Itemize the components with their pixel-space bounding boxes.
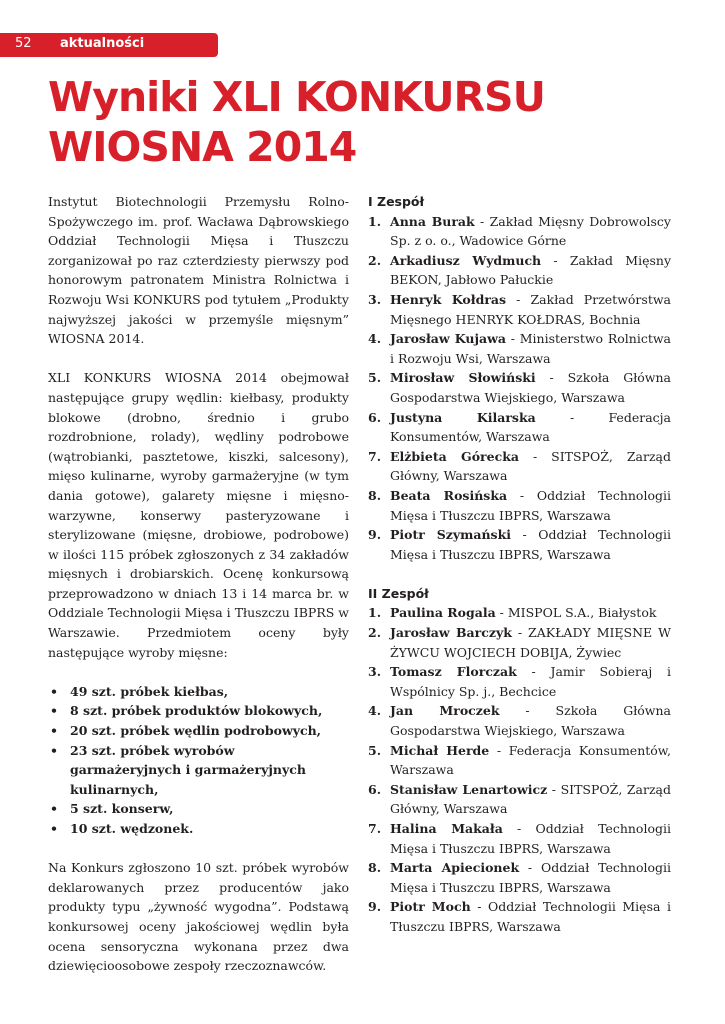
member-name: Piotr Moch — [390, 899, 471, 915]
member-name: Justyna Kilarska — [390, 409, 536, 425]
member-affiliation: - Zakład Mięsny Dobrowolscy Sp. z o. o., Wadowice Górne — [390, 213, 671, 249]
member-name: Stanisław Lenartowicz — [390, 781, 548, 797]
member-number: 8. — [368, 860, 382, 876]
member-number: 8. — [368, 487, 382, 503]
team-member — [368, 447, 671, 486]
member-number: 1. — [368, 605, 382, 621]
member-number: 5. — [368, 370, 382, 386]
member-number: 6. — [368, 781, 382, 797]
member-affiliation: - Oddział Technologii Mięsa i Tłuszczu IBPRS, Warszawa — [390, 860, 671, 895]
member-affiliation: - Jamir Sobieraj i Wspólnicy Sp. j., Bechcice — [390, 664, 671, 699]
member-affiliation: - Oddział Technologii Mięsa i Tłuszczu IBPRS, Warszawa — [390, 487, 671, 523]
member-affiliation: - MISPOL S.A., Białystok — [495, 605, 657, 621]
samples-list-item: • 5 szt. konserw, — [48, 799, 349, 819]
member-affiliation: - Federacja Konsumentów, Warszawa — [390, 409, 671, 445]
member-number: 6. — [368, 409, 382, 425]
member-number: 1. — [368, 213, 382, 229]
samples-list-item: • 23 szt. próbek wyrobów garmażeryjnych i garmażeryjnych kulinarnych, — [48, 741, 349, 800]
team-member — [368, 329, 671, 368]
page-number: 52 — [15, 36, 32, 51]
article-body-right — [368, 192, 671, 956]
member-name: Paulina Rogala — [390, 605, 496, 621]
member-number: 9. — [368, 527, 382, 543]
samples-list — [48, 682, 349, 839]
team-member — [368, 701, 671, 740]
member-name: Anna Burak — [390, 213, 475, 229]
member-affiliation: - Oddział Technologii Mięsa i Tłuszczu IBPRS, Warszawa — [390, 527, 671, 562]
member-number: 7. — [368, 821, 382, 836]
member-affiliation: - SITSPOŻ, Zarząd Główny, Warszawa — [390, 781, 672, 817]
member-affiliation: - Zakład Przetwórstwa Mięsnego HENRYK KOŁDRAS, Bochnia — [390, 291, 671, 327]
scope-paragraph: XLI KONKURS WIOSNA 2014 obejmował następujące grupy wędlin: kiełbasy, produkty blokowe (drobno, średnio i grubo rozdrobnione, rolady), wędliny podrobowe (wątrobianki, pasztetowe, kiszki, salcesony), mięso kulinarne, wyroby garmażeryjne (w tym dania gotowe), galarety mięsne i mięsno-warzywne, konserwy pasteryzowane i sterylizowane (mięsne, drobiowe, podrobowe) w ilości 115 próbek zgłoszonych z 34 zakładów mięsnych i drobiarskich. Ocenę konkursową przeprowadzono w dniach 13 i 14 marca br. w Oddziale Technologii Mięsa i Tłuszczu IBPRS w Warszawie. Przedmiotem oceny były następujące wyroby mięsne: — [48, 370, 349, 660]
team-member — [368, 251, 671, 290]
member-name: Michał Herde — [390, 742, 490, 758]
evaluation-paragraph: Na Konkurs zgłoszono 10 szt. próbek wyrobów deklarowanych przez producentów jako produkty typu „żywność wygodna”. Podstawą konkursowej oceny jakościowej wędlin była ocena sensoryczna wykonana przez dwa dziewięcioosobowe zespoły rzeczoznawców. — [48, 860, 349, 974]
member-number: 7. — [368, 448, 382, 464]
samples-list-item: • 49 szt. próbek kiełbas, — [48, 682, 349, 702]
team-member — [368, 819, 671, 858]
team-member — [368, 858, 671, 897]
team-members-list — [368, 603, 671, 936]
member-name: Tomasz Florczak — [390, 664, 517, 680]
member-name: Jarosław Barczyk — [390, 625, 512, 641]
team-member — [368, 603, 671, 623]
member-name: Elżbieta Górecka — [390, 448, 519, 464]
samples-list-item: • 10 szt. wędzonek. — [48, 819, 349, 839]
member-name: Jan Mroczek — [390, 703, 500, 719]
member-name: Mirosław Słowiński — [390, 370, 536, 386]
member-affiliation: - Szkoła Główna Gospodarstwa Wiejskiego, Warszawa — [390, 370, 671, 405]
member-name: Marta Apiecionek — [390, 860, 520, 876]
member-affiliation: - Zakład Mięsny BEKON, Jabłowo Pałuckie — [390, 252, 672, 288]
member-name: Piotr Szymański — [390, 527, 511, 543]
member-name: Jarosław Kujawa — [390, 331, 506, 347]
member-name: Henryk Kołdras — [390, 291, 507, 307]
member-affiliation: - Ministerstwo Rolnictwa i Rozwoju Wsi, Warszawa — [390, 331, 672, 366]
member-number: 4. — [368, 331, 382, 347]
member-affiliation: - Federacja Konsumentów, Warszawa — [390, 742, 671, 778]
team-member — [368, 368, 671, 407]
team-member — [368, 486, 671, 525]
team-member — [368, 290, 671, 329]
article-body-left — [48, 192, 349, 995]
member-affiliation: - SITSPOŻ, Zarząd Główny, Warszawa — [390, 448, 671, 484]
team-member — [368, 897, 671, 936]
member-affiliation: - Oddział Technologii Mięsa i Tłuszczu IBPRS, Warszawa — [390, 821, 671, 856]
member-affiliation: - ZAKŁADY MIĘSNE W ŻYWCU WOJCIECH DOBIJA, Żywiec — [390, 625, 671, 660]
member-name: Arkadiusz Wydmuch — [390, 252, 542, 268]
team-member — [368, 212, 671, 251]
team-member — [368, 623, 671, 662]
team-member — [368, 662, 671, 701]
member-number: 3. — [368, 664, 382, 680]
title-line-2: WIOSNA 2014 — [48, 123, 357, 171]
team-heading: I Zespół — [368, 194, 425, 209]
member-number: 5. — [368, 742, 382, 758]
section-header-bar — [0, 33, 218, 57]
member-number: 2. — [368, 625, 382, 641]
member-affiliation: - Oddział Technologii Mięsa i Tłuszczu IBPRS, Warszawa — [390, 899, 671, 934]
member-name: Halina Makała — [390, 821, 503, 836]
samples-list-item: • 20 szt. próbek wędlin podrobowych, — [48, 721, 349, 741]
team-member — [368, 408, 671, 447]
team-heading: II Zespół — [368, 585, 429, 601]
page-title — [48, 72, 688, 172]
samples-list-item: • 8 szt. próbek produktów blokowych, — [48, 701, 349, 721]
member-number: 4. — [368, 703, 382, 719]
member-number: 9. — [368, 899, 382, 915]
team-member — [368, 741, 671, 780]
team-2 — [368, 584, 671, 937]
member-number: 3. — [368, 291, 382, 307]
member-name: Beata Rosińska — [390, 487, 508, 503]
team-member — [368, 780, 671, 819]
member-number: 2. — [368, 252, 382, 268]
team-member — [368, 525, 671, 564]
title-line-1: Wyniki XLI KONKURSU — [48, 73, 545, 121]
section-label: aktualności — [60, 36, 145, 51]
team-members-list — [368, 212, 671, 565]
member-affiliation: - Szkoła Główna Gospodarstwa Wiejskiego, Warszawa — [390, 703, 671, 739]
intro-paragraph: Instytut Biotechnologii Przemysłu Rolno-Spożywczego im. prof. Wacława Dąbrowskiego Oddział Technologii Mięsa i Tłuszczu zorganizował po raz czterdziesty pierwszy pod honorowym patronatem Ministra Rolnictwa i Rozwoju Wsi KONKURS pod tytułem „Produkty najwyższej jakości w przemyśle mięsnym” WIOSNA 2014. — [48, 194, 349, 347]
team-1 — [368, 192, 671, 564]
